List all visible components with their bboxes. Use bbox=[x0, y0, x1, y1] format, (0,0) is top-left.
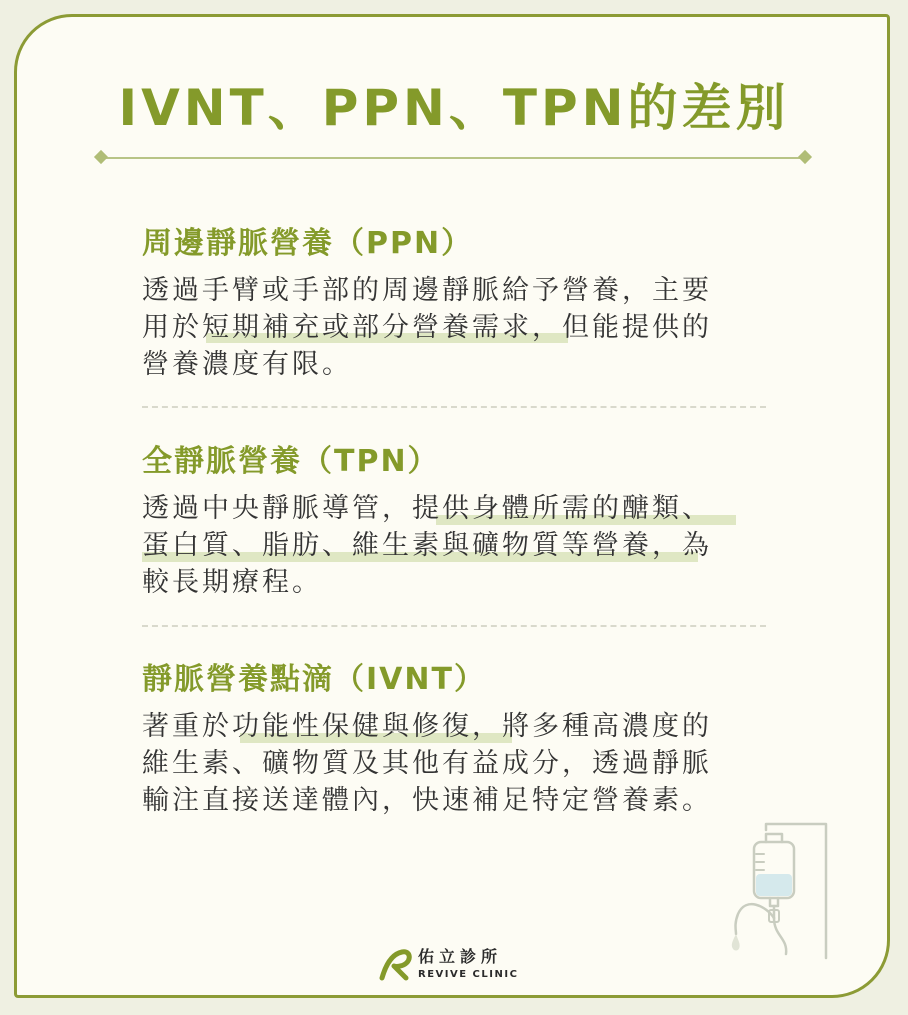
page-title: IVNT、PPN、TPN的差別 bbox=[118, 79, 790, 137]
section-divider bbox=[142, 406, 766, 408]
clinic-name-cn: 佑立診所 bbox=[418, 947, 503, 966]
section-heading-tpn: 全靜脈營養（TPN） bbox=[142, 444, 440, 479]
section-body-ivnt: 著重於功能性保健與修復，將多種高濃度的 維生素、礦物質及其他有益成分，透過靜脈 輸注直接送達體內，快速補足特定營養素。 bbox=[142, 711, 712, 816]
section-body-tpn: 透過中央靜脈導管，提供身體所需的醣類、 蛋白質、脂肪、維生素與礦物質等營養，為 較長期療程。 bbox=[142, 493, 712, 598]
title-divider bbox=[100, 157, 806, 159]
iv-drip-icon bbox=[726, 818, 834, 960]
revive-logo-icon bbox=[376, 944, 416, 984]
section-heading-ppn: 周邊靜脈營養（PPN） bbox=[142, 226, 474, 261]
clinic-name-en: REVIVE CLINIC bbox=[418, 969, 519, 980]
section-divider bbox=[142, 625, 766, 627]
section-body-ppn: 透過手臂或手部的周邊靜脈給予營養，主要 用於短期補充或部分營養需求，但能提供的 營養濃度有限。 bbox=[142, 275, 712, 380]
section-heading-ivnt: 靜脈營養點滴（IVNT） bbox=[142, 662, 486, 697]
